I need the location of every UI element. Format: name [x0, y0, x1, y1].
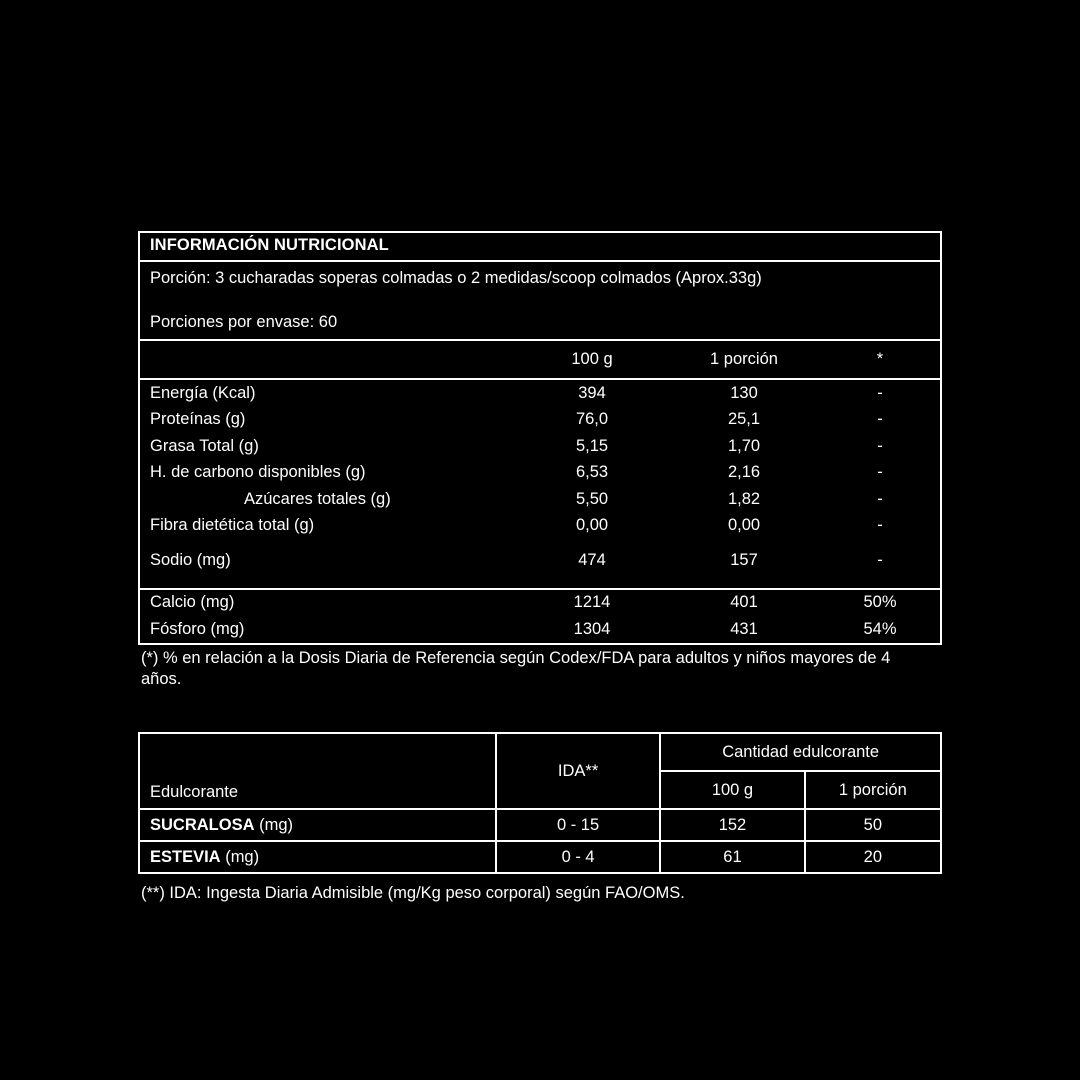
- row-value-portion: 1,70: [727, 436, 761, 455]
- row-value-100g: 1304: [573, 619, 611, 638]
- sweetener-name-unit: (mg): [254, 815, 294, 834]
- row-label: Sodio (mg): [150, 550, 231, 569]
- row-value-portion: 431: [730, 619, 758, 638]
- row-label: Calcio (mg): [150, 593, 235, 612]
- row-value-percent: -: [877, 516, 883, 535]
- sweetener-column-header-portion: 1 porción: [805, 771, 941, 809]
- sweetener-header-row-1: [139, 733, 941, 771]
- row-value-100g: 5,15: [575, 436, 609, 455]
- sweetener-name-unit: (mg): [220, 847, 260, 866]
- serving-info-block: [140, 262, 940, 341]
- row-value-100g: 5,50: [575, 489, 609, 508]
- serving-size-text: Porción: 3 cucharadas soperas colmadas o 2 medidas/scoop colmados (Aprox.33g): [150, 268, 762, 287]
- row-value-portion: 1,82: [727, 489, 761, 508]
- table-row-sub: [140, 486, 940, 513]
- nutrition-values-grid: [140, 341, 940, 643]
- table-row: [140, 589, 940, 617]
- row-value-portion: 401: [730, 593, 758, 612]
- row-value-100g: 0,00: [575, 516, 609, 535]
- row-label: H. de carbono disponibles (g): [150, 463, 366, 482]
- row-value-portion: 25,1: [727, 410, 761, 429]
- row-value-portion: 157: [730, 550, 758, 569]
- column-header-label: [140, 341, 516, 379]
- row-value-100g: 474: [578, 550, 606, 569]
- sweetener-ida-value: 0 - 4: [496, 841, 660, 873]
- table-row: [140, 539, 940, 574]
- table-row: [140, 433, 940, 460]
- row-value-100g: 394: [578, 383, 606, 402]
- sweetener-column-header-ida: IDA**: [496, 733, 660, 809]
- sweetener-name-bold: ESTEVIA: [150, 847, 221, 866]
- row-value-portion: 0,00: [727, 516, 761, 535]
- row-value-percent: -: [877, 463, 883, 482]
- row-value-percent: -: [877, 550, 883, 569]
- row-value-percent: -: [877, 383, 883, 402]
- nutrition-facts-table: [138, 231, 942, 645]
- sweetener-name: [139, 809, 496, 841]
- table-row: [140, 407, 940, 434]
- nutrition-footnote: (*) % en relación a la Dosis Diaria de Referencia según Codex/FDA para adultos y niños mayores de 4 años.: [141, 648, 891, 688]
- sweetener-section: [138, 732, 942, 874]
- column-header-100g: 100 g: [516, 341, 668, 379]
- table-row: [139, 809, 941, 841]
- row-label: Proteínas (g): [150, 410, 246, 429]
- column-header-percent: *: [820, 341, 940, 379]
- sweetener-column-header-quantity-group: Cantidad edulcorante: [660, 733, 941, 771]
- row-value-percent: -: [877, 489, 883, 508]
- row-value-100g: 76,0: [575, 410, 609, 429]
- row-label: Fósforo (mg): [150, 619, 245, 638]
- sweetener-name-bold: SUCRALOSA: [150, 815, 255, 834]
- sweetener-column-header-name: Edulcorante: [139, 733, 496, 809]
- table-row: [140, 616, 940, 643]
- nutrition-table-title: INFORMACIÓN NUTRICIONAL: [140, 233, 940, 262]
- row-value-portion: 130: [730, 383, 758, 402]
- nutrition-label: [138, 231, 942, 905]
- sweetener-name: [139, 841, 496, 873]
- row-value-percent: -: [877, 436, 883, 455]
- table-row: [140, 379, 940, 407]
- row-value-percent: 54%: [863, 619, 897, 638]
- sweetener-column-header-100g: 100 g: [660, 771, 804, 809]
- sweetener-value-portion: 50: [805, 809, 941, 841]
- row-label: Fibra dietética total (g): [150, 516, 315, 535]
- table-row: [140, 460, 940, 487]
- sweetener-value-100g: 152: [660, 809, 804, 841]
- row-value-percent: -: [877, 410, 883, 429]
- sweetener-value-100g: 61: [660, 841, 804, 873]
- sweetener-ida-value: 0 - 15: [496, 809, 660, 841]
- row-value-100g: 1214: [573, 593, 611, 612]
- row-label: Energía (Kcal): [150, 383, 256, 402]
- row-label: Azúcares totales (g): [244, 489, 391, 508]
- nutrition-header-row: [140, 341, 940, 379]
- column-header-portion: 1 porción: [668, 341, 820, 379]
- row-value-percent: 50%: [863, 593, 897, 612]
- sweetener-table: [138, 732, 942, 874]
- minerals-divider-gap: [140, 574, 940, 589]
- serving-spacer: [150, 288, 940, 312]
- row-label: Grasa Total (g): [150, 436, 259, 455]
- table-row: [139, 841, 941, 873]
- sweetener-footnote: (**) IDA: Ingesta Diaria Admisible (mg/Kg peso corporal) según FAO/OMS.: [141, 884, 685, 903]
- row-value-portion: 2,16: [727, 463, 761, 482]
- sweetener-value-portion: 20: [805, 841, 941, 873]
- table-row: [140, 513, 940, 540]
- servings-per-container-text: Porciones por envase: 60: [150, 313, 338, 332]
- row-value-100g: 6,53: [575, 463, 609, 482]
